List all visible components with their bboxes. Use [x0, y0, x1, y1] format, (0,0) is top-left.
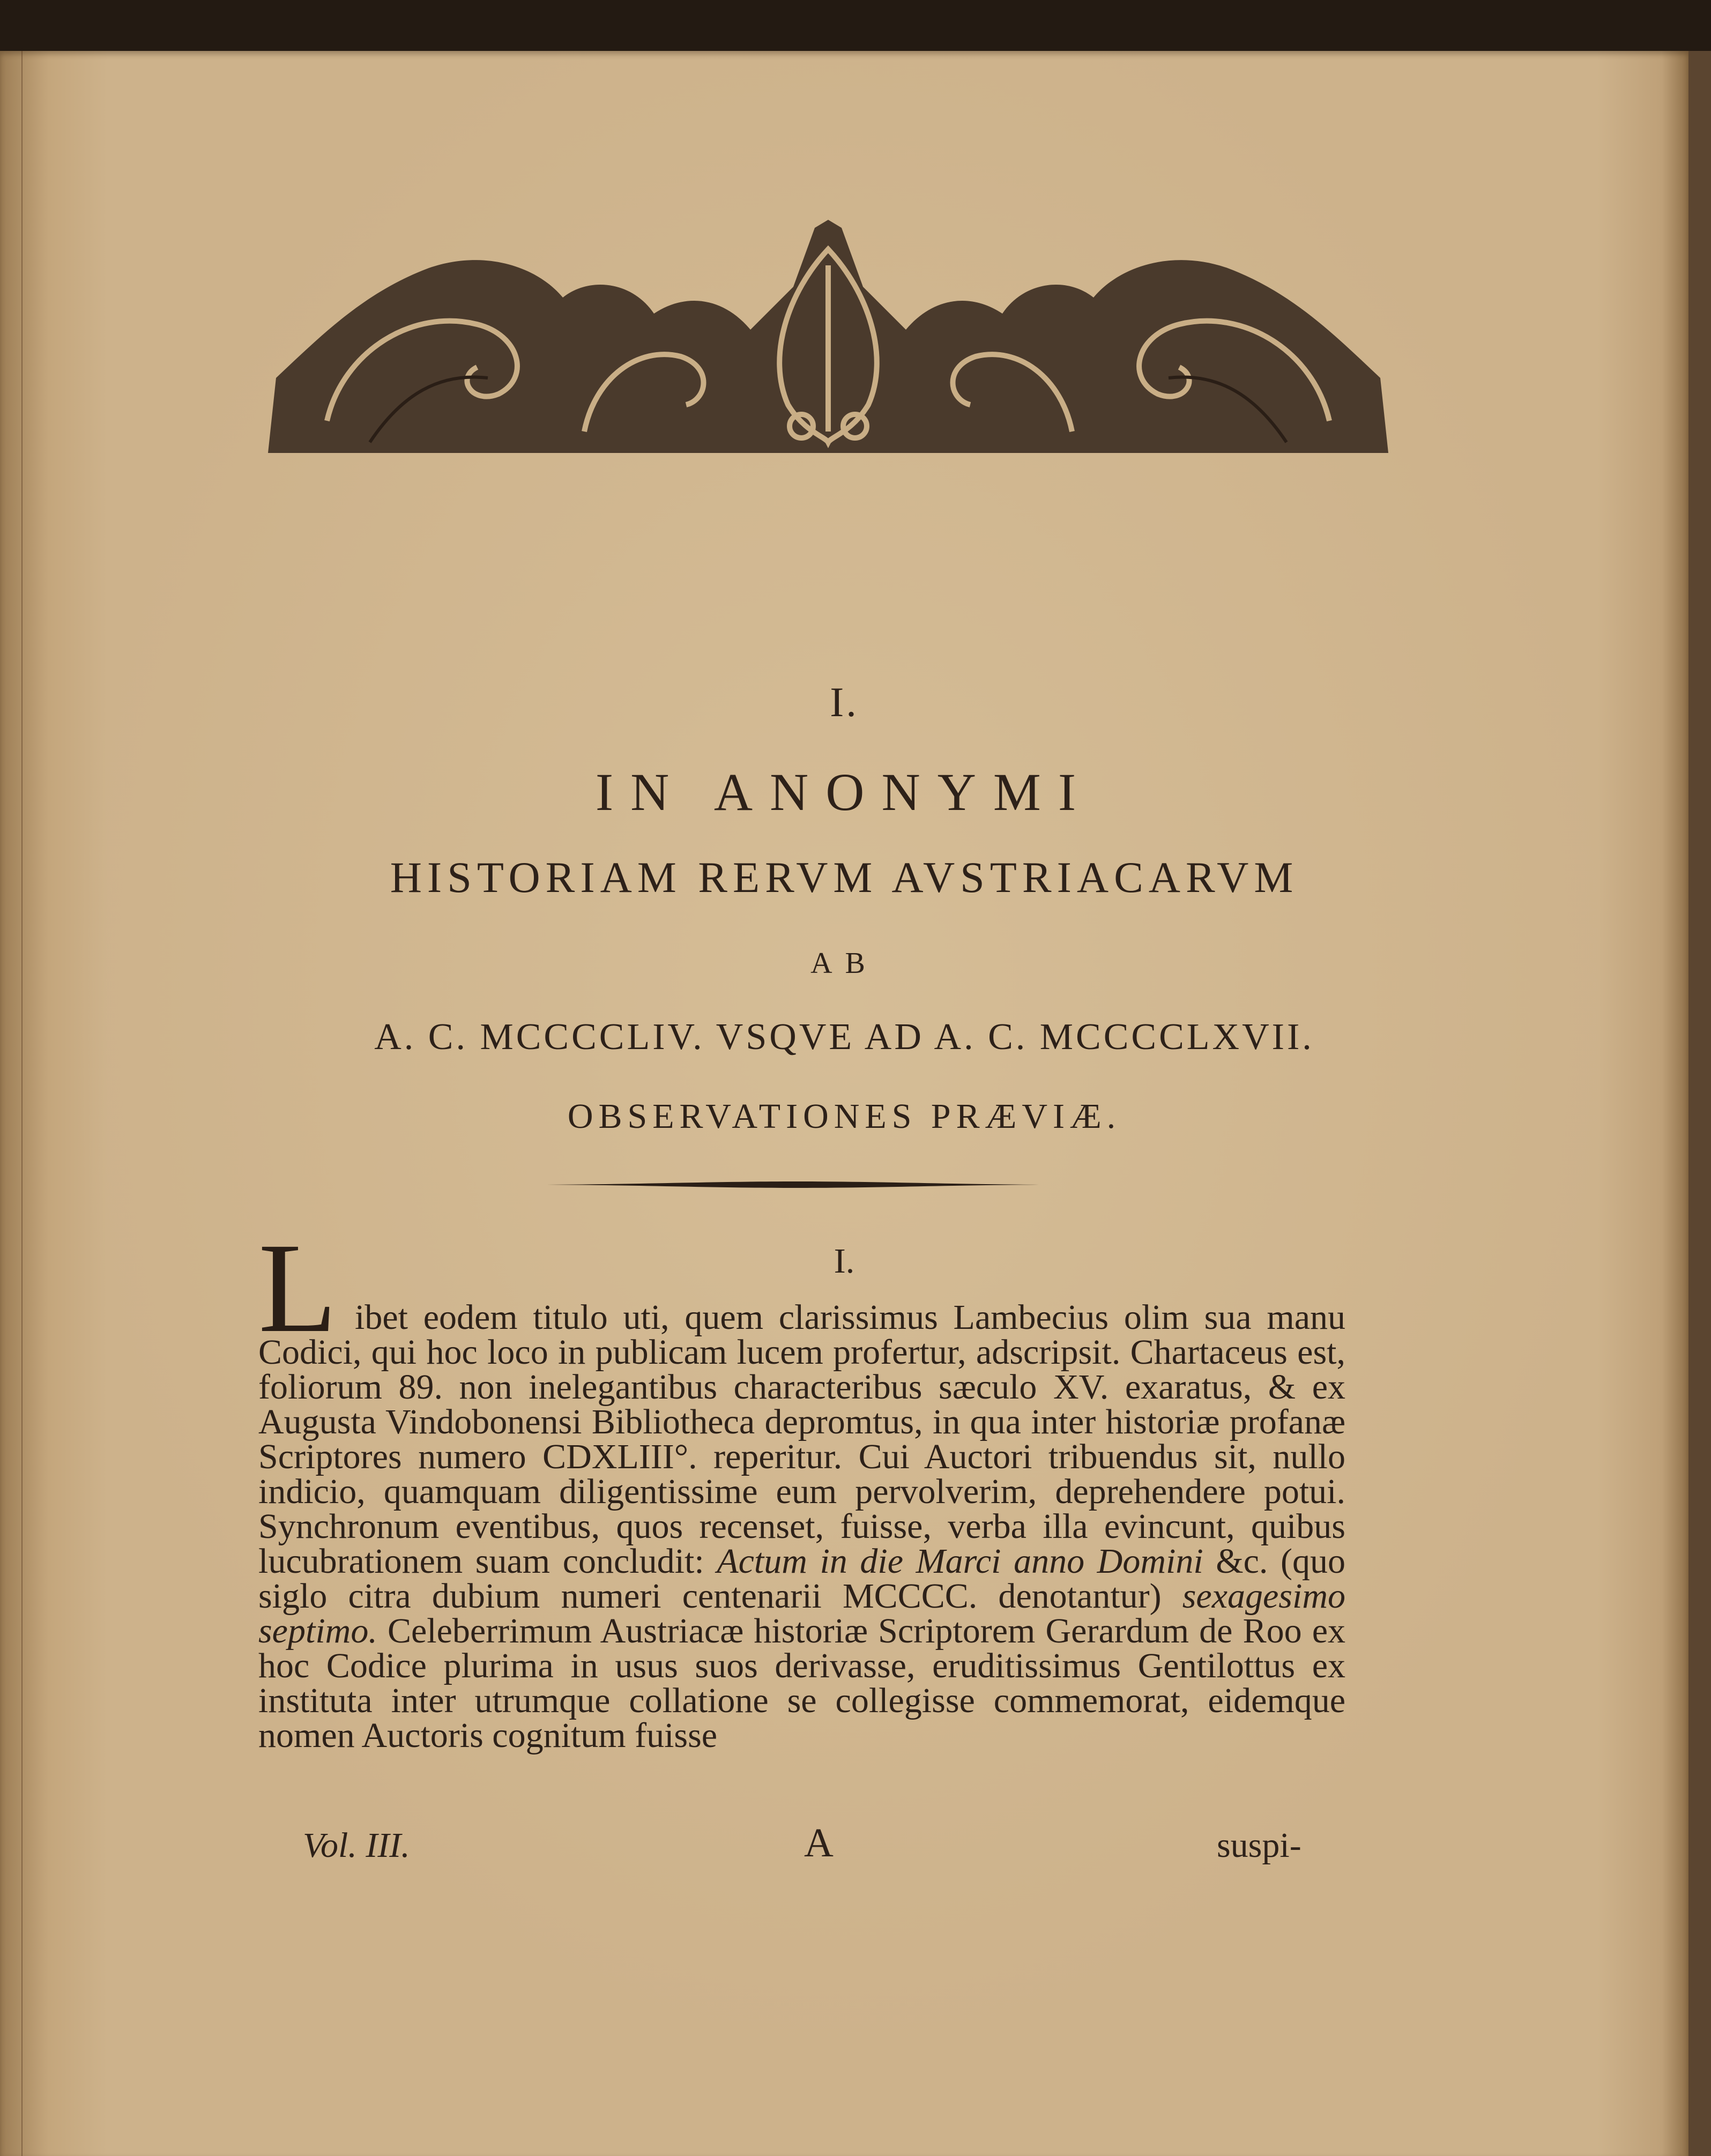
volume-label: Vol. III.: [303, 1826, 410, 1865]
body-paragraph: [258, 1300, 1345, 1753]
title-line-1: IN ANONYMI: [595, 762, 1093, 822]
title-line-3: AB: [810, 947, 878, 980]
signature-mark: A: [804, 1820, 834, 1865]
page-edge: [1688, 51, 1711, 2156]
body-text-mid: &c. (quo siglo citra dubium numeri centenarii MCCCC. denotantur): [258, 1542, 1345, 1616]
italic-number: sexagesimo septimo.: [258, 1577, 1345, 1651]
body-text-end: Celeberrimum Austriacæ historiæ Scriptorem Gerardum de Roo ex hoc Codice plurima in usus suos derivasse, eruditissimus Gentilottus ex instituta inter utrumque collatione se collegisse commemorat, eidemque nomen Auctoris cognitum fuisse: [258, 1611, 1345, 1755]
body-text-start: ibet eodem titulo uti, quem clarissimus Lambecius olim sua manu Codici, qui hoc loco in publicam lucem profertur, adscripsit. Chartaceus est, foliorum 89. non inelegantibus characteribus sæculo XV. exaratus, & ex Augusta Vindobonensi Bibliotheca depromtus, in qua inter historiæ profanæ Scriptores numero CDXLIII°. reperitur. Cui Auctori tribuendus sit, nullo indicio, quamquam diligentissime eum pervolverim, deprehendere potui. Synchronum eventibus, quos recenset, fuisse, verba illa evincunt, quibus lucubrationem suam concludit:: [258, 1298, 1345, 1581]
italic-quote: Actum in die Marci anno Domini: [717, 1542, 1203, 1581]
title-line-2: HISTORIAM RERVM AVSTRIACARVM: [390, 853, 1299, 902]
chapter-numeral: I.: [830, 679, 859, 725]
divider-rule: [547, 1181, 1045, 1188]
catchword: suspi-: [1217, 1826, 1301, 1865]
title-line-5: OBSERVATIONES PRÆVIÆ.: [567, 1097, 1121, 1136]
drop-cap: L: [258, 1216, 337, 1359]
acanthus-headpiece-ornament: [263, 217, 1394, 464]
scan-background-strip: [0, 0, 1711, 51]
title-line-4: A. C. MCCCCLIV. VSQVE AD A. C. MCCCCLXVII.: [374, 1016, 1314, 1058]
section-number: I.: [834, 1241, 855, 1281]
